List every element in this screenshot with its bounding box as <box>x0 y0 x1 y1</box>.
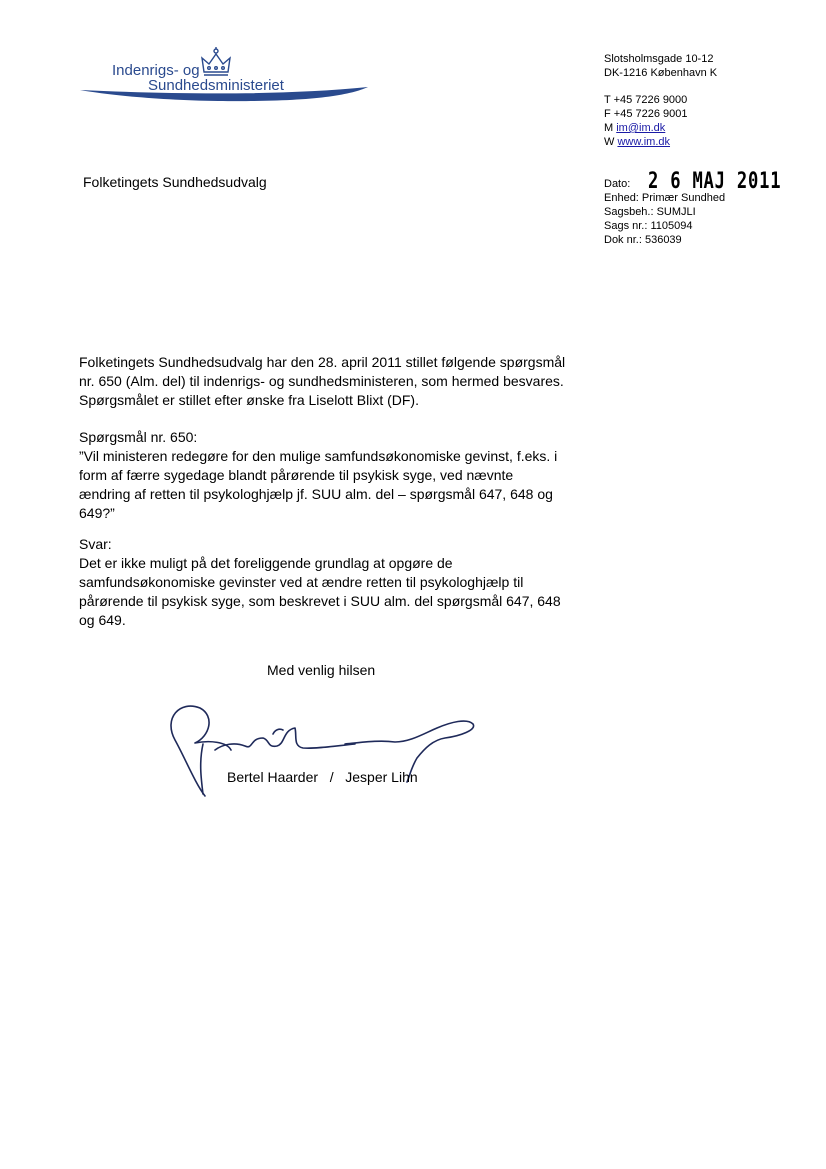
answer-line: og 649. <box>79 612 126 628</box>
question-line: ”Vil ministeren redegøre for den mulige samfundsøkonomiske gevinst, f.eks. i <box>79 448 558 464</box>
intro-paragraph <box>79 353 579 410</box>
question-line: form af færre sygedage blandt pårørende til psykisk syge, ved nævnte <box>79 467 514 483</box>
web-row <box>604 135 670 149</box>
web-prefix: W <box>604 136 615 148</box>
date-label: Dato: <box>604 178 631 190</box>
unit: Enhed: Primær Sundhed <box>604 192 726 204</box>
signers: Bertel Haarder / Jesper Lihn <box>227 769 418 785</box>
answer-heading: Svar: <box>79 536 112 552</box>
logo-text-line1: Indenrigs- og <box>112 62 200 79</box>
logo-text-line2: Sundhedsministeriet <box>148 77 284 94</box>
address-line1: Slotsholmsgade 10-12 <box>604 53 714 65</box>
answer-section <box>79 535 579 630</box>
answer-line: samfundsøkonomiske gevinster ved at ændre retten til psykologhjælp til <box>79 574 524 590</box>
answer-line: Det er ikke muligt på det foreliggende grundlag at opgøre de <box>79 555 453 571</box>
phone: T +45 7226 9000 <box>604 94 688 106</box>
web-link[interactable]: www.im.dk <box>617 136 671 148</box>
question-section <box>79 428 579 523</box>
mail-row <box>604 121 665 135</box>
mail-link[interactable]: im@im.dk <box>616 122 666 134</box>
intro-line: Spørgsmålet er stillet efter ønske fra Liselott Blixt (DF). <box>79 392 419 408</box>
recipient: Folketingets Sundhedsudvalg <box>83 174 267 190</box>
case-number: Sags nr.: 1105094 <box>604 220 693 232</box>
logo-swoosh <box>78 80 370 104</box>
crown-logo-icon <box>198 46 234 78</box>
answer-line: pårørende til psykisk syge, som beskrevet i SUU alm. del spørgsmål 647, 648 <box>79 593 561 609</box>
fax: F +45 7226 9001 <box>604 108 688 120</box>
intro-line: nr. 650 (Alm. del) til indenrigs- og sundhedsministeren, som hermed besvares. <box>79 373 564 389</box>
question-heading: Spørgsmål nr. 650: <box>79 429 198 445</box>
case-handler: Sagsbeh.: SUMJLI <box>604 206 696 218</box>
intro-line: Folketingets Sundhedsudvalg har den 28. april 2011 stillet følgende spørgsmål <box>79 354 566 370</box>
document-number: Dok nr.: 536039 <box>604 234 682 246</box>
question-line: ændring af retten til psykologhjælp jf. SUU alm. del – spørgsmål 647, 648 og <box>79 486 553 502</box>
date-stamp: 2 6 MAJ 2011 <box>648 169 782 194</box>
mail-prefix: M <box>604 122 614 134</box>
closing: Med venlig hilsen <box>267 662 376 678</box>
address-line2: DK-1216 København K <box>604 67 718 79</box>
question-line: 649?” <box>79 505 115 521</box>
